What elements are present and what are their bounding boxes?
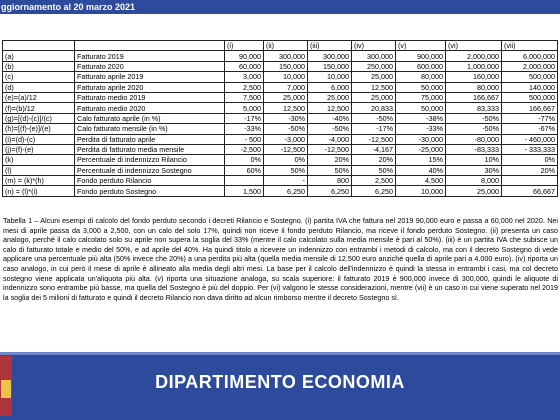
row-label-cell: Fondo perduto Rilancio bbox=[75, 176, 225, 186]
value-cell: 2,000,000 bbox=[446, 51, 502, 61]
value-cell: 5,000 bbox=[225, 103, 264, 113]
value-cell: 6,250 bbox=[264, 186, 308, 196]
header-cell: (i) bbox=[225, 41, 264, 51]
row-label-cell: Fatturato aprile 2019 bbox=[75, 72, 225, 82]
value-cell: 0% bbox=[225, 155, 264, 165]
table-row bbox=[3, 51, 558, 61]
value-cell: 25,000 bbox=[352, 72, 396, 82]
value-cell: 10% bbox=[446, 155, 502, 165]
value-cell: 25,000 bbox=[352, 92, 396, 102]
value-cell: 10,000 bbox=[308, 72, 352, 82]
row-formula-cell: (d) bbox=[3, 82, 75, 92]
value-cell: 50% bbox=[352, 165, 396, 175]
table-row bbox=[3, 113, 558, 123]
value-cell: 2,000,000 bbox=[502, 61, 558, 71]
value-cell: -30% bbox=[264, 113, 308, 123]
header-cell bbox=[3, 41, 75, 51]
table-body bbox=[3, 51, 558, 196]
value-cell: -25,000 bbox=[396, 144, 446, 154]
value-cell: 300,000 bbox=[264, 51, 308, 61]
header-cell: (iv) bbox=[352, 41, 396, 51]
value-cell: -50% bbox=[446, 113, 502, 123]
header-cell: (ii) bbox=[264, 41, 308, 51]
row-label-cell: Perdita di fatturato media mensile bbox=[75, 144, 225, 154]
value-cell: 500,000 bbox=[502, 92, 558, 102]
table-row bbox=[3, 165, 558, 175]
table-row bbox=[3, 92, 558, 102]
row-label-cell: Fatturato aprile 2020 bbox=[75, 82, 225, 92]
value-cell: 12,500 bbox=[308, 103, 352, 113]
header-cell: (vii) bbox=[502, 41, 558, 51]
table-row bbox=[3, 61, 558, 71]
value-cell: -17% bbox=[225, 113, 264, 123]
value-cell: 20% bbox=[308, 155, 352, 165]
row-formula-cell: (j)=(f)-(e) bbox=[3, 144, 75, 154]
value-cell: 250,000 bbox=[352, 61, 396, 71]
header-cell: (iii) bbox=[308, 41, 352, 51]
row-label-cell: Fondo perduto Sostegno bbox=[75, 186, 225, 196]
value-cell: 2,500 bbox=[352, 176, 396, 186]
row-formula-cell: (e)=(a)/12 bbox=[3, 92, 75, 102]
row-label-cell: Fatturato 2020 bbox=[75, 61, 225, 71]
value-cell: -33% bbox=[225, 124, 264, 134]
value-cell: 10,000 bbox=[264, 72, 308, 82]
value-cell: 15% bbox=[396, 155, 446, 165]
value-cell: 30% bbox=[446, 165, 502, 175]
row-formula-cell: (b) bbox=[3, 61, 75, 71]
value-cell: 20,833 bbox=[352, 103, 396, 113]
value-cell: 166,667 bbox=[502, 103, 558, 113]
value-cell: 6,250 bbox=[352, 186, 396, 196]
value-cell: -12,500 bbox=[264, 144, 308, 154]
value-cell: 300,000 bbox=[308, 51, 352, 61]
value-cell: 40% bbox=[396, 165, 446, 175]
header-cell bbox=[75, 41, 225, 51]
header-cell: (v) bbox=[396, 41, 446, 51]
value-cell: 140,000 bbox=[502, 82, 558, 92]
value-cell: 25,000 bbox=[264, 92, 308, 102]
table-row bbox=[3, 144, 558, 154]
row-label-cell: Fatturato 2019 bbox=[75, 51, 225, 61]
value-cell: 83,333 bbox=[446, 103, 502, 113]
value-cell: -40% bbox=[308, 113, 352, 123]
value-cell: 500,000 bbox=[502, 72, 558, 82]
row-label-cell: Percentuale di indennizzo Rilancio bbox=[75, 155, 225, 165]
value-cell: 12,500 bbox=[264, 103, 308, 113]
compensation-table bbox=[2, 40, 558, 197]
row-label-cell: Calo fatturato mensile (in %) bbox=[75, 124, 225, 134]
value-cell: 0% bbox=[502, 155, 558, 165]
table-row bbox=[3, 134, 558, 144]
row-formula-cell: (k) bbox=[3, 155, 75, 165]
value-cell: -33% bbox=[396, 124, 446, 134]
footer-strip bbox=[0, 352, 560, 355]
table-caption: Tabella 1 – Alcuni esempi di calcolo del fondo perduto secondo i decreti Rilancio e Sostegno. (i) partita IVA che fattura nel 2019 90,000 euro e passa a 60,000 nel 2020. Nei mesi di aprile passa da 3,000 a 2,500, con un calo del solo 17%, quindi non riceve il fondo perduto Rilancio, ma riceve il fondo perduto Sostegno. (ii) presenta un caso analogo, perché il calo calcolato solo su aprile non supera la soglia del 33% (mentre il calo calcolato sulla media mensile è pari al 50%). (iii) è un partita IVA che subisce un calo di fatturato totale e medio del 50%, e ad aprile del 40%. Ha quindi titolo a ricevere un indennizzo con entrambi i metodi di calcolo, ma con il decreto Sostegno di vede applicare una percentuale più alta (50% invece che 20%) a una perdita più alta (quella media mensile di 12.500 euro anziché quella di aprile pari a 4.000 euro). (iv) riporta un caso analogo, in cui però il mese di aprile è allineato alla media degli altri mesi. La base per il calcolo dell'indennizzo è quindi la stessa in entrambi i casi, ma col decreto sostegno viene applicata un'aliquota più alta. (v) riporta una situazione analoga, su scala superiore: il fatturato 2019 è 900,000 invece di 300,000, quindi le aliquote di indennizzo sono entrambe più basse, ma quella del Sostegno è più del doppio. Per (vi) valgono le stesse considerazioni, mentre (vii) è un caso in cui viene superato nel 2019 la soglia dei 5 milioni di fatturato e quindi il decreto Rilancio non dava diritto ad alcun rimborso mentre il decreto Sostegno sì. bbox=[3, 216, 558, 302]
row-formula-cell: (f)=(b)/12 bbox=[3, 103, 75, 113]
value-cell: - 460,000 bbox=[502, 134, 558, 144]
value-cell: 600,000 bbox=[396, 61, 446, 71]
value-cell: 25,000 bbox=[446, 186, 502, 196]
value-cell: 6,000,000 bbox=[502, 51, 558, 61]
value-cell: -4,000 bbox=[308, 134, 352, 144]
value-cell: 20% bbox=[352, 155, 396, 165]
row-formula-cell: (c) bbox=[3, 72, 75, 82]
table-row bbox=[3, 155, 558, 165]
value-cell: 1,500 bbox=[225, 186, 264, 196]
value-cell: 2,500 bbox=[225, 82, 264, 92]
value-cell: 4,500 bbox=[396, 176, 446, 186]
row-label-cell: Calo fatturato aprile (in %) bbox=[75, 113, 225, 123]
value-cell: -12,500 bbox=[352, 134, 396, 144]
value-cell: 150,000 bbox=[308, 61, 352, 71]
value-cell: 50,000 bbox=[396, 82, 446, 92]
row-formula-cell: (g)=[(d)-(c)]/(c) bbox=[3, 113, 75, 123]
value-cell: 900,000 bbox=[396, 51, 446, 61]
value-cell: 300,000 bbox=[352, 51, 396, 61]
table-row bbox=[3, 103, 558, 113]
table-row bbox=[3, 124, 558, 134]
update-date-title: ggiornamento al 20 marzo 2021 bbox=[1, 2, 136, 12]
department-title: DIPARTIMENTO ECONOMIA bbox=[155, 372, 405, 392]
table-row bbox=[3, 176, 558, 186]
table-row bbox=[3, 72, 558, 82]
value-cell: 80,000 bbox=[446, 82, 502, 92]
value-cell bbox=[225, 176, 264, 186]
value-cell: 7,000 bbox=[264, 82, 308, 92]
value-cell: 75,000 bbox=[396, 92, 446, 102]
value-cell: 50% bbox=[264, 165, 308, 175]
header-cell: (vi) bbox=[446, 41, 502, 51]
value-cell: -30,000 bbox=[396, 134, 446, 144]
value-cell: 6,000 bbox=[308, 82, 352, 92]
value-cell: 0% bbox=[264, 155, 308, 165]
value-cell: 80,000 bbox=[396, 72, 446, 82]
row-formula-cell: (h)=[(f)-(e)]/(e) bbox=[3, 124, 75, 134]
value-cell: 8,000 bbox=[446, 176, 502, 186]
value-cell: -17% bbox=[352, 124, 396, 134]
value-cell: -67% bbox=[502, 124, 558, 134]
value-cell: 6,250 bbox=[308, 186, 352, 196]
value-cell: -50% bbox=[264, 124, 308, 134]
row-formula-cell: (a) bbox=[3, 51, 75, 61]
value-cell: 60% bbox=[225, 165, 264, 175]
row-formula-cell: (l) bbox=[3, 165, 75, 175]
value-cell: -12,500 bbox=[308, 144, 352, 154]
value-cell: - 333,333 bbox=[502, 144, 558, 154]
value-cell: 66,667 bbox=[502, 186, 558, 196]
table-row bbox=[3, 186, 558, 196]
value-cell: - 500 bbox=[225, 134, 264, 144]
value-cell: -50% bbox=[446, 124, 502, 134]
value-cell: -4,167 bbox=[352, 144, 396, 154]
value-cell: 800 bbox=[308, 176, 352, 186]
value-cell: 60,000 bbox=[225, 61, 264, 71]
value-cell: 25,000 bbox=[308, 92, 352, 102]
value-cell: -3,000 bbox=[264, 134, 308, 144]
row-formula-cell: (n) = (l)*(i) bbox=[3, 186, 75, 196]
table-header-row bbox=[3, 41, 558, 51]
value-cell: 160,000 bbox=[446, 72, 502, 82]
value-cell: -50% bbox=[308, 124, 352, 134]
table-row bbox=[3, 82, 558, 92]
value-cell: 90,000 bbox=[225, 51, 264, 61]
value-cell: 10,000 bbox=[396, 186, 446, 196]
row-label-cell: Fatturato medio 2019 bbox=[75, 92, 225, 102]
value-cell: - bbox=[264, 176, 308, 186]
value-cell: -77% bbox=[502, 113, 558, 123]
value-cell bbox=[502, 176, 558, 186]
row-formula-cell: (m) = (k)*(h) bbox=[3, 176, 75, 186]
value-cell: 166,667 bbox=[446, 92, 502, 102]
row-formula-cell: (i)=(d)-(c) bbox=[3, 134, 75, 144]
value-cell: 50,000 bbox=[396, 103, 446, 113]
value-cell: -2,500 bbox=[225, 144, 264, 154]
row-label-cell: Percentuale di indennizzo Sostegno bbox=[75, 165, 225, 175]
value-cell: 20% bbox=[502, 165, 558, 175]
value-cell: 50% bbox=[308, 165, 352, 175]
value-cell: -38% bbox=[396, 113, 446, 123]
value-cell: 12,500 bbox=[352, 82, 396, 92]
value-cell: 150,000 bbox=[264, 61, 308, 71]
value-cell: -50% bbox=[352, 113, 396, 123]
row-label-cell: Perdita di fatturato aprile bbox=[75, 134, 225, 144]
value-cell: -80,000 bbox=[446, 134, 502, 144]
value-cell: 1,000,000 bbox=[446, 61, 502, 71]
value-cell: 7,500 bbox=[225, 92, 264, 102]
value-cell: -83,333 bbox=[446, 144, 502, 154]
row-label-cell: Fatturato medio 2020 bbox=[75, 103, 225, 113]
value-cell: 3,000 bbox=[225, 72, 264, 82]
